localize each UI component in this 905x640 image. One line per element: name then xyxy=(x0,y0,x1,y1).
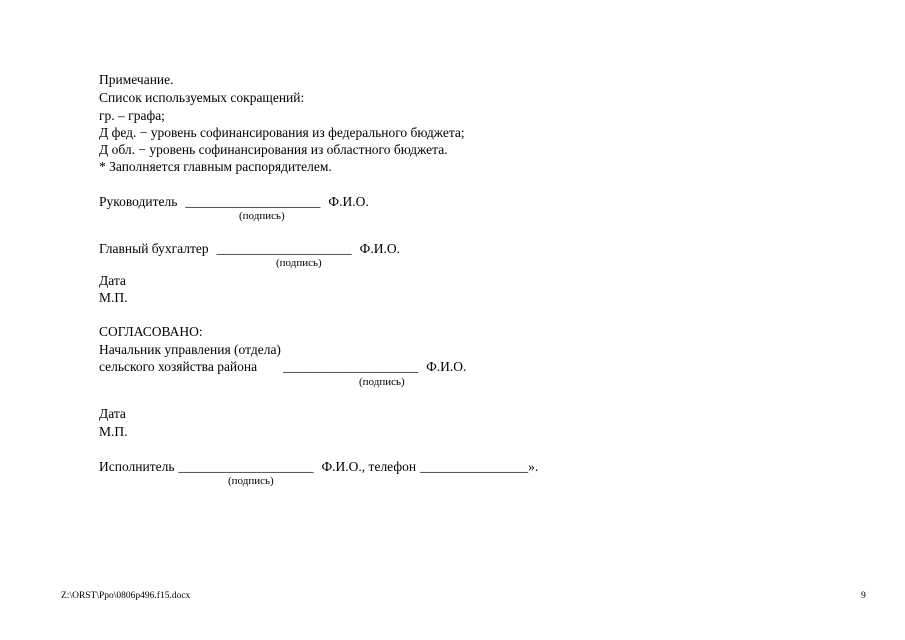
accountant-signature-caption: (подпись) xyxy=(276,257,322,269)
page-number: 9 xyxy=(861,591,866,601)
abbr-item-regional: Д обл. − уровень софинансирования из областного бюджета. xyxy=(99,142,448,157)
executor-signature-line: ____________________ xyxy=(178,459,314,474)
date-label-2: Дата xyxy=(99,406,126,421)
accountant-signature-row xyxy=(99,240,400,257)
agreed-title: СОГЛАСОВАНО: xyxy=(99,324,203,339)
head-label: Руководитель xyxy=(99,194,178,209)
accountant-fio: Ф.И.О. xyxy=(359,241,400,256)
head-signature-row xyxy=(99,193,369,210)
note-title: Примечание. xyxy=(99,72,174,87)
stamp-label: М.П. xyxy=(99,290,128,305)
executor-phone-line: ________________». xyxy=(420,459,539,474)
abbr-item-graph: гр. – графа; xyxy=(99,108,165,123)
head-signature-line: ____________________ xyxy=(185,194,321,209)
accountant-label: Главный бухгалтер xyxy=(99,241,209,256)
stamp-label-2: М.П. xyxy=(99,424,128,439)
date-label: Дата xyxy=(99,273,126,288)
agreed-position-line1: Начальник управления (отдела) xyxy=(99,342,281,357)
accountant-signature-line: ____________________ xyxy=(216,241,352,256)
agreed-signature-row xyxy=(99,358,466,375)
head-signature-caption: (подпись) xyxy=(239,210,285,222)
footer-file-path: Z:\ORST\Ppo\0806p496.f15.docx xyxy=(61,591,191,601)
footnote-asterisk: * Заполняется главным распорядителем. xyxy=(99,159,332,174)
head-fio: Ф.И.О. xyxy=(328,194,369,209)
executor-signature-caption: (подпись) xyxy=(228,475,274,487)
agreed-position-line2: сельского хозяйства района xyxy=(99,359,258,374)
executor-row xyxy=(99,458,538,475)
agreed-signature-line: ____________________ xyxy=(283,359,419,374)
abbr-item-federal: Д фед. − уровень софинансирования из федерального бюджета; xyxy=(99,125,465,140)
executor-fio-phone: Ф.И.О., телефон xyxy=(321,459,417,474)
agreed-fio: Ф.И.О. xyxy=(426,359,467,374)
executor-label: Исполнитель xyxy=(99,459,175,474)
agreed-signature-caption: (подпись) xyxy=(359,376,405,388)
abbreviations-heading: Список используемых сокращений: xyxy=(99,90,305,105)
